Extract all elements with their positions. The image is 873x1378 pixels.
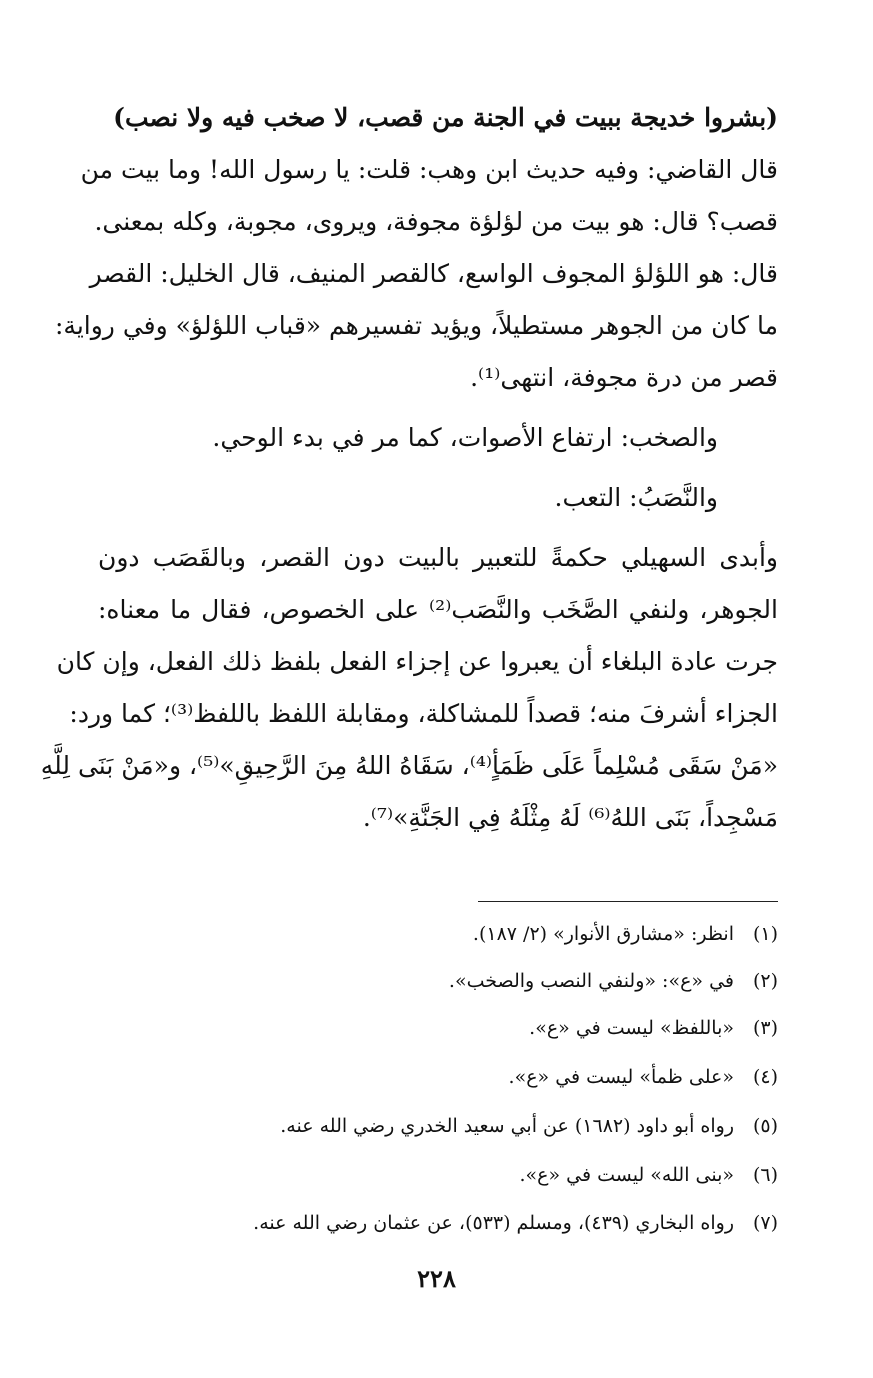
footnote-divider	[478, 901, 778, 902]
footnote	[98, 1013, 778, 1043]
footnote	[98, 1111, 778, 1141]
body-line: الجزاء أشرفَ منه؛ قصداً للمشاكلة، ومقابلة اللفظ باللفظ⁽³⁾؛ كما ورد:	[69, 699, 778, 728]
body-line: مَسْجِداً، بَنَى اللهُ⁽⁶⁾ لَهُ مِثْلَهُ فِي الجَنَّةِ»⁽⁷⁾.	[362, 803, 778, 832]
body-line: قال: هو اللؤلؤ المجوف الواسع، كالقصر المنيف، قال الخليل: القصر	[89, 259, 778, 288]
hadith-heading-line: (بشروا خديجة ببيت في الجنة من قصب، لا صخب فيه ولا نصب)	[113, 103, 778, 132]
body-line: قصب؟ قال: هو بيت من لؤلؤة مجوفة، ويروى، مجوبة، وكله بمعنى.	[94, 207, 778, 236]
body-line: قصر من درة مجوفة، انتهى⁽¹⁾.	[470, 363, 778, 392]
body-line: جرت عادة البلغاء أن يعبروا عن إجزاء الفعل بلفظ ذلك الفعل، وإن كان	[56, 647, 778, 676]
footnote-number: (٥)	[752, 1115, 778, 1137]
body-line: ما كان من الجوهر مستطيلاً، ويؤيد تفسيرهم «قباب اللؤلؤ» وفي رواية:	[55, 311, 778, 340]
footnote-text: «بنى الله» ليست في «ع».	[519, 1164, 734, 1186]
footnote-number: (٣)	[752, 1017, 778, 1039]
footnote	[98, 966, 778, 996]
footnote-text: «على ظمأ» ليست في «ع».	[508, 1066, 734, 1088]
footnote-number: (٧)	[752, 1212, 778, 1234]
body-line: «مَنْ سَقَى مُسْلِماً عَلَى ظَمَأٍ⁽⁴⁾، سَقَاهُ اللهُ مِنَ الرَّحِيقِ»⁽⁵⁾، و«مَنْ بَنَى لِلَّهِ	[40, 751, 778, 780]
footnote-number: (٢)	[752, 970, 778, 992]
footnote	[98, 1160, 778, 1190]
footnote-text: «باللفظ» ليست في «ع».	[529, 1017, 734, 1039]
footnote-number: (٦)	[752, 1164, 778, 1186]
footnote	[98, 1062, 778, 1092]
footnote	[98, 919, 778, 949]
body-line: والصخب: ارتفاع الأصوات، كما مر في بدء الوحي.	[212, 423, 718, 452]
body-line: قال القاضي: وفيه حديث ابن وهب: قلت: يا رسول الله! وما بيت من	[80, 155, 778, 184]
body-line: الجوهر، ولنفي الصَّخَب والنَّصَب⁽²⁾ على الخصوص، فقال ما معناه:	[98, 595, 778, 624]
footnote-number: (٤)	[752, 1066, 778, 1088]
footnote-text: رواه أبو داود (١٦٨٢) عن أبي سعيد الخدري رضي الله عنه.	[280, 1115, 734, 1137]
body-line: وأبدى السهيلي حكمةً للتعبير بالبيت دون القصر، وبالقَصَب دون	[98, 543, 778, 572]
footnote-number: (١)	[752, 923, 778, 945]
page-number: ٢٢٨	[417, 1264, 456, 1293]
footnote-text: انظر: «مشارق الأنوار» (٢/ ١٨٧).	[472, 923, 734, 945]
footnote-text: رواه البخاري (٤٣٩)، ومسلم (٥٣٣)، عن عثمان رضي الله عنه.	[253, 1212, 734, 1234]
body-line: والنَّصَبُ: التعب.	[554, 483, 718, 512]
footnote	[98, 1208, 778, 1238]
footnote-text: في «ع»: «ولنفي النصب والصخب».	[448, 970, 734, 992]
